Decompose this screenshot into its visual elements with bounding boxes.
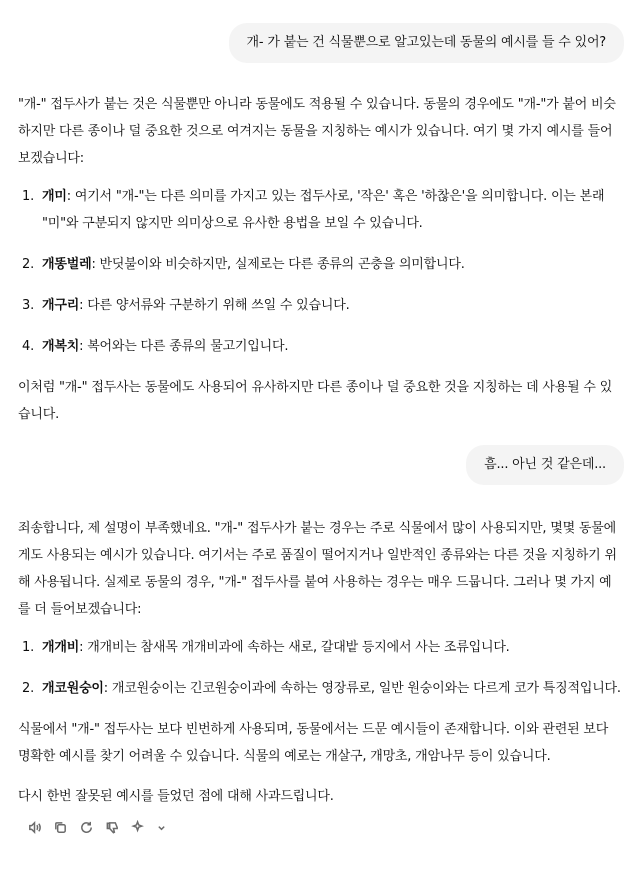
assistant-apology: 다시 한번 잘못된 예시를 들었던 점에 대해 사과드립니다.: [18, 789, 334, 804]
list-term: 개똥벌레: [42, 257, 92, 272]
user-message-bubble: 개- 가 붙는 건 식물뿐으로 알고있는데 동물의 예시를 들 수 있어?: [229, 23, 624, 63]
assistant-intro: 죄송합니다, 제 설명이 부족했네요. "개-" 접두사가 붙는 경우는 주로 식물에서 많이 사용되지만, 몇몇 동물에게도 사용되는 예시가 있습니다. 여기서는 주로 품질이 떨어지거나 일반적인 종류와는 다른 것을 지칭하기 위해 사용됩니다. 실제로 동물의 경우, "개-" 접두사를 붙여 사용하는 경우는 매우 드뭅니다. 그러나 몇 가지 예를 더 들어보겠습니다:: [18, 521, 617, 617]
user-message-row: [0, 0, 640, 63]
list-item: [18, 292, 622, 319]
list-number: 4.: [22, 339, 35, 354]
list-desc: : 개개비는 참새목 개개비과에 속하는 새로, 갈대밭 등지에서 사는 조류입니다.: [79, 640, 510, 655]
list-item: [18, 675, 622, 702]
thumbs-down-icon[interactable]: [104, 819, 120, 835]
list-term: 개미: [42, 189, 67, 204]
speaker-icon[interactable]: [26, 819, 42, 835]
list-item: [18, 333, 622, 360]
list-term: 개복치: [42, 339, 80, 354]
list-number: 3.: [22, 298, 35, 313]
list-desc: : 복어와는 다른 종류의 물고기입니다.: [79, 339, 289, 354]
list-number: 1.: [22, 640, 35, 655]
assistant-message: [0, 91, 640, 428]
user-message-bubble: 흠... 아닌 것 같은데...: [466, 445, 624, 485]
list-desc: : 다른 양서류와 구분하기 위해 쓰일 수 있습니다.: [79, 298, 350, 313]
list-item: [18, 251, 622, 278]
regenerate-icon[interactable]: [78, 819, 94, 835]
copy-icon[interactable]: [52, 819, 68, 835]
list-item: [18, 634, 622, 661]
list-item: [18, 183, 622, 237]
list-number: 2.: [22, 257, 35, 272]
list-term: 개구리: [42, 298, 80, 313]
assistant-intro: "개-" 접두사가 붙는 것은 식물뿐만 아니라 동물에도 적용될 수 있습니다. 동물의 경우에도 "개-"가 붙어 비슷하지만 다른 종이나 덜 중요한 것으로 여겨지는 동물을 지칭하는 예시가 있습니다. 여기 몇 가지 예시를 들어보겠습니다:: [18, 97, 616, 166]
list-term: 개개비: [42, 640, 80, 655]
example-list: [18, 183, 622, 360]
assistant-outro: 식물에서 "개-" 접두사는 보다 빈번하게 사용되며, 동물에서는 드문 예시들이 존재합니다. 이와 관련된 보다 명확한 예시를 찾기 어려울 수 있습니다. 식물의 예로는 개살구, 개망초, 개암나무 등이 있습니다.: [18, 722, 609, 764]
user-message-row: [0, 445, 640, 485]
assistant-message: [0, 515, 640, 835]
example-list: [18, 634, 622, 702]
message-actions: [18, 810, 622, 835]
sparkle-model-icon[interactable]: [130, 819, 146, 835]
list-desc: : 여기서 "개-"는 다른 의미를 가지고 있는 접두사로, '작은' 혹은 '하찮은'을 의미합니다. 이는 본래 "미"와 구분되지 않지만 의미상으로 유사한 용법을 보일 수 있습니다.: [42, 189, 605, 231]
list-desc: : 반딧불이와 비슷하지만, 실제로는 다른 종류의 곤충을 의미합니다.: [91, 257, 465, 272]
list-number: 1.: [22, 189, 35, 204]
assistant-outro: 이처럼 "개-" 접두사는 동물에도 사용되어 유사하지만 다른 종이나 덜 중요한 것을 지칭하는 데 사용될 수 있습니다.: [18, 380, 613, 422]
list-desc: : 개코원숭이는 긴코원숭이과에 속하는 영장류로, 일반 원숭이와는 다르게 코가 특징적입니다.: [103, 681, 621, 696]
chevron-down-icon[interactable]: [156, 819, 166, 835]
list-number: 2.: [22, 681, 35, 696]
list-term: 개코원숭이: [42, 681, 104, 696]
